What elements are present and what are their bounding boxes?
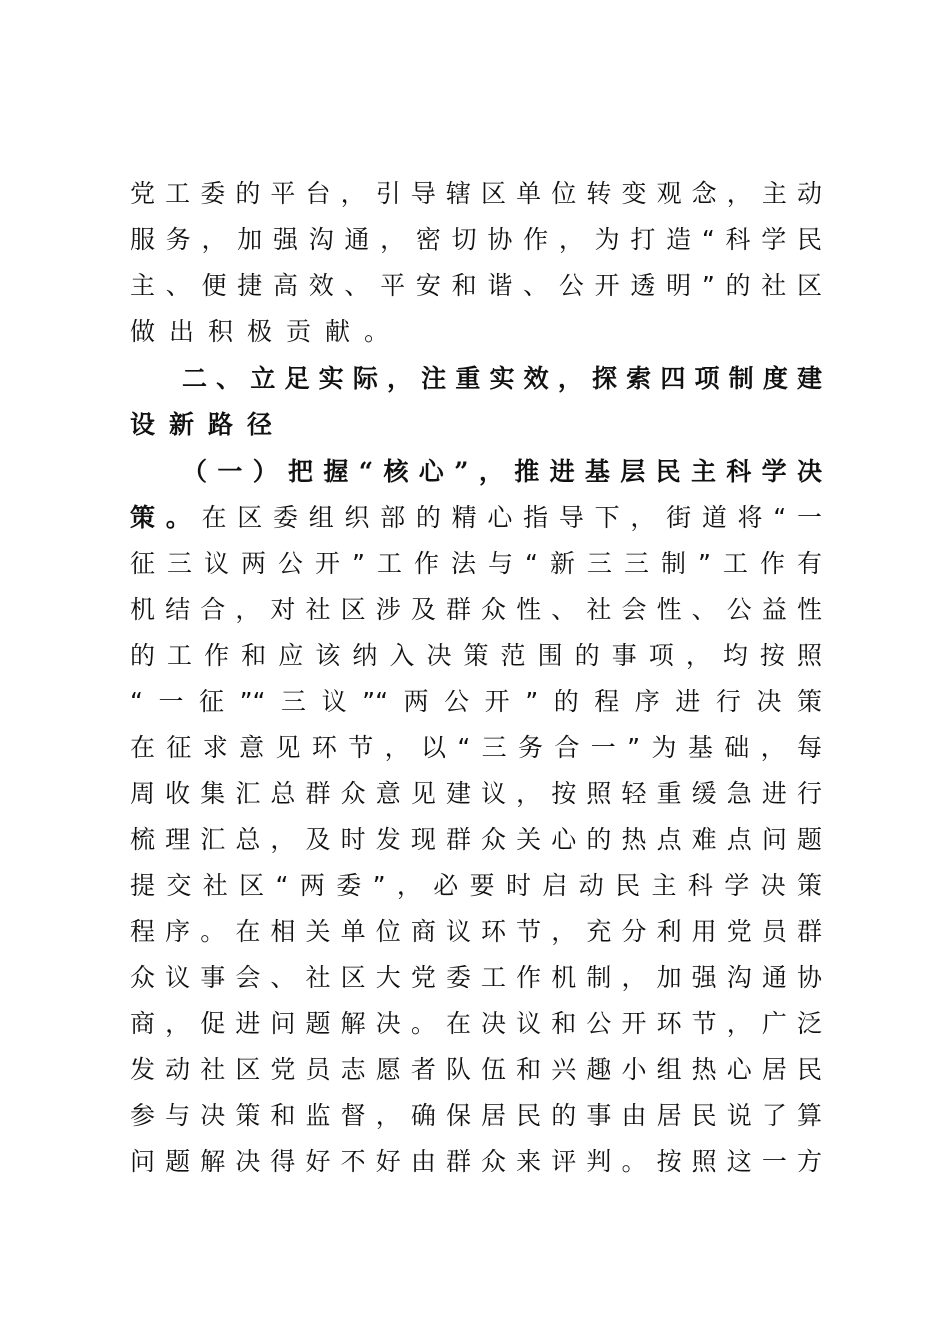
text-line: 服务，加强沟通，密切协作，为打造“科学民	[130, 225, 822, 254]
text-line: 周收集汇总群众意见建议，按照轻重缓急进行	[130, 779, 822, 808]
text-line: 参与决策和监督，确保居民的事由居民说了算	[130, 1101, 822, 1130]
text-line: 党工委的平台，引导辖区单位转变观念，主动	[130, 179, 822, 208]
text-line: 做出积极贡献。	[130, 317, 404, 346]
text-line: 发动社区党员志愿者队伍和兴趣小组热心居民	[130, 1055, 822, 1084]
text-line: 在区委组织部的精心指导下，街道将“一	[201, 503, 822, 532]
text-line: 梳理汇总，及时发现群众关心的热点难点问题	[130, 825, 822, 854]
text-line: “一征”“三议”“两公开”的程序进行决策	[130, 687, 822, 716]
text-line: 机结合，对社区涉及群众性、社会性、公益性	[130, 595, 822, 624]
text-line: 的工作和应该纳入决策范围的事项，均按照	[130, 641, 822, 670]
section-heading: 二、立足实际，注重实效，探索四项制度建	[182, 364, 822, 393]
subsection-heading: （一）把握“核心”，推进基层民主科学决	[182, 457, 822, 486]
text-line: 问题解决得好不好由群众来评判。按照这一方	[130, 1147, 822, 1176]
text-line: 在征求意见环节，以“三务合一”为基础，每	[130, 733, 822, 762]
text-line: 众议事会、社区大党委工作机制，加强沟通协	[130, 963, 822, 992]
text-line-mixed	[130, 495, 822, 541]
text-line: 主、便捷高效、平安和谐、公开透明”的社区	[130, 271, 822, 300]
text-line: 提交社区“两委”，必要时启动民主科学决策	[130, 871, 822, 900]
section-heading-cont: 设新路径	[130, 410, 287, 439]
text-line: 程序。在相关单位商议环节，充分利用党员群	[130, 917, 822, 946]
text-line: 征三议两公开”工作法与“新三三制”工作有	[130, 549, 822, 578]
text-line: 商，促进问题解决。在决议和公开环节，广泛	[130, 1009, 822, 1038]
subsection-heading-end: 策。	[130, 503, 202, 532]
